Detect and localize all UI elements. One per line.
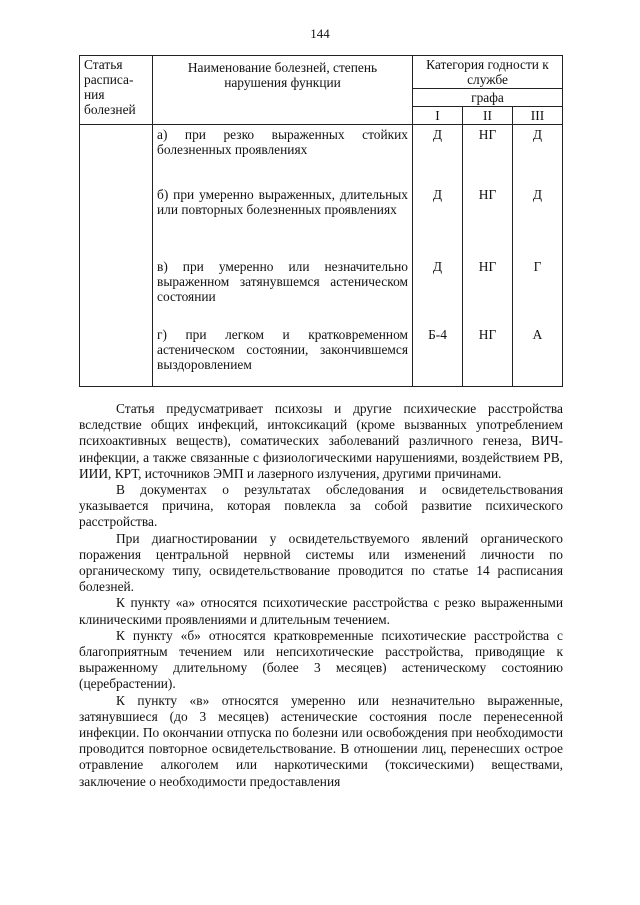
category-col-3 (513, 125, 563, 387)
header-grafa: графа (413, 89, 563, 107)
body-text (79, 401, 563, 790)
row-d-c3: А (532, 327, 543, 342)
paragraph: К пункту «в» относятся умеренно или незначительно выраженные, затянувшиеся (до 3 месяцев) астенические состояния после перенесенной инфекции. По окончании отпуска по болезни или освобождения при необходимости проводится повторное освидетельствование. В отношении лиц, перенесших острое отравление алкоголем или наркотическими (токсическими) веществами, заключение о необходимости предоставления (79, 692, 563, 789)
severity-descriptions (153, 125, 413, 387)
header-article: Статья расписа-ния болезней (80, 56, 153, 125)
article-cell (80, 125, 153, 387)
paragraph: К пункту «а» относятся психотические расстройства с резко выраженными клиническими проявлениями и длительным течением. (79, 595, 563, 627)
row-a-c2: НГ (478, 127, 497, 142)
paragraph: В документах о результатах обследования и освидетельствования указывается причина, которая повлекла за собой развитие психического расстройства. (79, 482, 563, 530)
row-b-c2: НГ (478, 187, 497, 202)
header-col-3: III (513, 107, 563, 125)
page-number: 144 (310, 26, 330, 41)
paragraph: К пункту «б» относятся кратковременные психотические расстройства с благоприятным течением или непсихотические расстройства, приводящие к выраженному длительному (более 3 месяцев) астеническому состоянию (церебрастении). (79, 627, 563, 692)
disease-category-table (79, 55, 563, 387)
category-col-1 (413, 125, 463, 387)
row-c-c3: Г (533, 259, 542, 274)
header-disease-name: Наименование болезней, степень нарушения функции (153, 56, 413, 125)
table-header-row (80, 56, 563, 89)
row-b-c1: Д (432, 187, 443, 202)
row-a-c3: Д (532, 127, 543, 142)
row-c-c2: НГ (478, 259, 497, 274)
table-body-row (80, 125, 563, 387)
row-d-c1: Б-4 (428, 327, 447, 342)
row-a-text: а) при резко выраженных стойких болезненных проявлениях (157, 127, 408, 157)
paragraph: Статья предусматривает психозы и другие психические расстройства вследствие общих инфекций, интоксикаций (кроме вызванных употреблением психоактивных веществ), соматических заболеваний различного генеза, ВИЧ-инфекции, а также связанные с физиологическими нарушениями, воздействием РВ, ИИИ, КРТ, источников ЭМП и лазерного излучения, другими причинами. (79, 401, 563, 481)
row-b-c3: Д (532, 187, 543, 202)
category-col-2 (463, 125, 513, 387)
row-a-c1: Д (432, 127, 443, 142)
header-category: Категория годности к службе (413, 56, 563, 89)
row-c-text: в) при умеренно или незначительно выраженном затянувшемся астеническом состоянии (157, 259, 408, 304)
row-d-c2: НГ (478, 327, 497, 342)
row-c-c1: Д (432, 259, 443, 274)
header-col-2: II (463, 107, 513, 125)
row-d-text: г) при легком и кратковременном астеническом состоянии, закончившемся выздоровлением (157, 327, 408, 372)
header-col-1: I (413, 107, 463, 125)
row-b-text: б) при умеренно выраженных, длительных или повторных болезненных проявлениях (157, 187, 408, 217)
paragraph: При диагностировании у освидетельствуемого явлений органического поражения центральной нервной системы или изменений личности по органическому типу, освидетельствование проводится по статье 14 расписания болезней. (79, 530, 563, 595)
